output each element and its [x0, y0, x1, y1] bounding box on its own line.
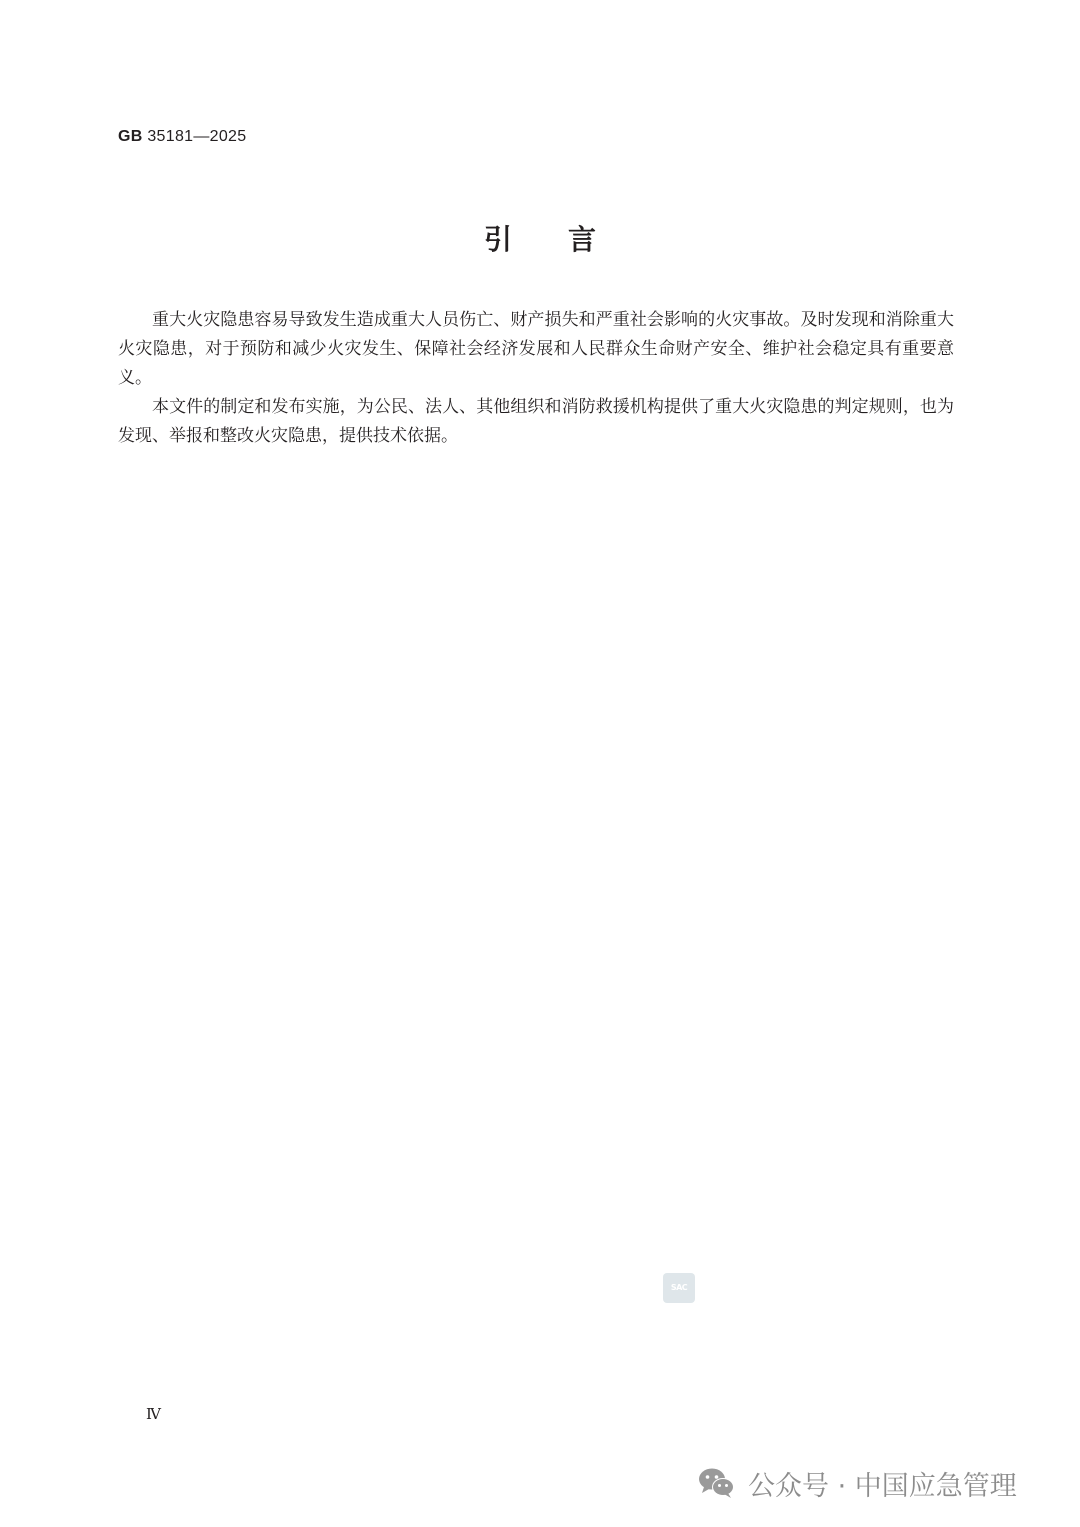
title-char-1: 引	[483, 223, 512, 256]
standard-number: 35181—2025	[147, 128, 247, 145]
introduction-body	[118, 306, 954, 451]
watermark	[698, 1463, 1017, 1503]
paragraph-1: 重大火灾隐患容易导致发生造成重大人员伤亡、财产损失和严重社会影响的火灾事故。及时发现和消除重大火灾隐患，对于预防和减少火灾发生、保障社会经济发展和人民群众生命财产安全、维护社会稳定具有重要意义。	[118, 310, 954, 388]
watermark-text: 公众号 · 中国应急管理	[748, 1470, 1017, 1502]
wechat-icon	[698, 1467, 736, 1499]
sac-logo: SAC	[663, 1273, 695, 1303]
paragraph-2: 本文件的制定和发布实施，为公民、法人、其他组织和消防救援机构提供了重大火灾隐患的判定规则，也为发现、举报和整改火灾隐患，提供技术依据。	[118, 397, 954, 446]
page-title	[0, 218, 1080, 258]
title-char-2: 言	[568, 223, 597, 256]
page-number: Ⅳ	[146, 1405, 161, 1423]
standard-code	[118, 128, 246, 146]
gb-prefix: GB	[118, 128, 143, 145]
